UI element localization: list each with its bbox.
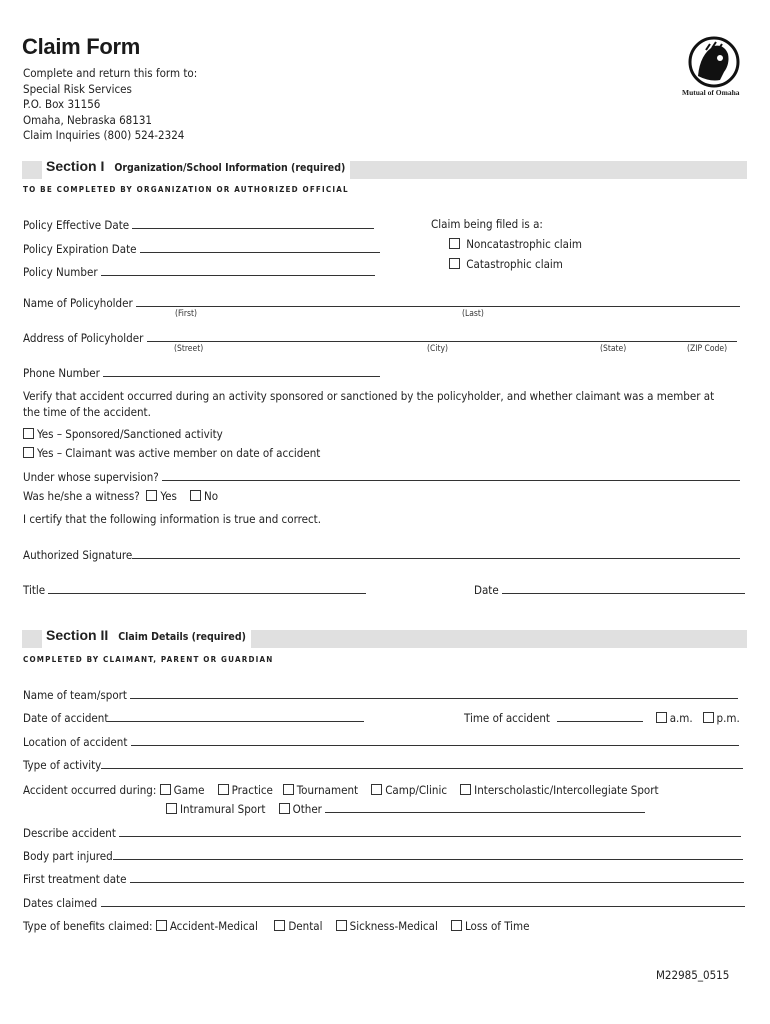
body-part-row (23, 848, 743, 863)
benefits-row (23, 919, 529, 933)
practice-checkbox[interactable] (218, 784, 229, 795)
verify-text (23, 388, 714, 420)
title-input[interactable] (48, 582, 366, 594)
describe-label: Describe accident (23, 826, 116, 840)
witness-yes-label: Yes (160, 489, 177, 503)
body-part-input[interactable] (113, 848, 743, 860)
policy-effective-input[interactable] (132, 217, 374, 229)
catastrophic-option[interactable] (449, 257, 563, 271)
game-checkbox[interactable] (160, 784, 171, 795)
member-checkbox[interactable] (23, 447, 34, 458)
noncatastrophic-checkbox[interactable] (449, 238, 460, 249)
form-title: Claim Form (22, 34, 141, 59)
practice-label: Practice (231, 783, 273, 797)
date-input[interactable] (502, 582, 745, 594)
location-label: Location of accident (23, 735, 128, 749)
loss-of-time-label: Loss of Time (464, 919, 530, 933)
address-line: Claim Inquiries (800) 524-2324 (23, 128, 185, 143)
witness-no-label: No (204, 489, 219, 503)
dates-claimed-row (23, 895, 745, 910)
sponsored-option[interactable] (23, 427, 223, 441)
body-part-label: Body part injured (23, 849, 113, 863)
policy-effective-label: Policy Effective Date (23, 218, 130, 232)
policy-expiration-input[interactable] (140, 241, 380, 253)
policyholder-name-row (23, 295, 740, 310)
describe-row (23, 825, 741, 840)
occurred-label: Accident occurred during: (23, 783, 157, 797)
camp-label: Camp/Clinic (385, 783, 448, 797)
address-line: Special Risk Services (23, 81, 132, 96)
activity-label: Type of activity (23, 758, 102, 772)
signature-label: Authorized Signature (23, 548, 133, 562)
last-name-caption: (Last) (462, 309, 484, 319)
location-row (23, 734, 739, 749)
team-input[interactable] (130, 687, 738, 699)
policy-expiration-row (23, 241, 380, 256)
signature-row (23, 547, 740, 562)
game-label: Game (173, 783, 205, 797)
supervision-input[interactable] (162, 469, 740, 481)
dates-claimed-input[interactable] (101, 895, 745, 907)
time-accident-input[interactable] (557, 710, 643, 722)
policyholder-name-input[interactable] (136, 295, 740, 307)
interscholastic-label: Interscholastic/Intercollegiate Sport (474, 783, 659, 797)
verify-line: Verify that accident occurred during an activity sponsored or sanctioned by the policyholder, and whether claimant was a member at (23, 389, 715, 403)
policy-effective-row (23, 217, 374, 232)
time-accident-label: Time of accident (464, 711, 550, 725)
address-line: Complete and return this form to: (23, 66, 198, 80)
policyholder-address-input[interactable] (147, 330, 737, 342)
date-accident-input[interactable] (108, 710, 364, 722)
occurred-row-2 (166, 801, 645, 816)
am-checkbox[interactable] (656, 712, 667, 723)
city-caption: (City) (427, 344, 448, 354)
date-accident-row (23, 710, 364, 725)
camp-checkbox[interactable] (371, 784, 382, 795)
loss-of-time-checkbox[interactable] (451, 920, 462, 931)
catastrophic-label: Catastrophic claim (466, 257, 563, 271)
street-caption: (Street) (174, 344, 204, 354)
member-option[interactable] (23, 446, 320, 460)
activity-input[interactable] (101, 757, 743, 769)
dates-claimed-label: Dates claimed (23, 896, 98, 910)
policy-number-label: Policy Number (23, 265, 98, 279)
logo-text: Mutual of Omaha (682, 88, 740, 97)
first-name-caption: (First) (175, 309, 197, 319)
sponsored-label: Yes – Sponsored/Sanctioned activity (37, 427, 223, 441)
state-caption: (State) (600, 344, 627, 354)
section-1-name: Organization/School Information (required) (114, 162, 346, 174)
policyholder-address-row (23, 330, 737, 345)
phone-label: Phone Number (23, 366, 100, 380)
noncatastrophic-option[interactable] (449, 237, 582, 251)
section-1-header (22, 158, 747, 179)
pm-label: p.m. (716, 711, 740, 725)
policy-expiration-label: Policy Expiration Date (23, 242, 137, 256)
first-treatment-row (23, 871, 744, 886)
date-label: Date (474, 583, 499, 597)
intramural-label: Intramural Sport (180, 802, 266, 816)
benefits-label: Type of benefits claimed: (23, 919, 153, 933)
witness-yes-checkbox[interactable] (146, 490, 157, 501)
witness-no-checkbox[interactable] (190, 490, 201, 501)
return-address (23, 66, 197, 144)
tournament-checkbox[interactable] (283, 784, 294, 795)
activity-row (23, 757, 743, 772)
section-1-number: Section I (46, 158, 105, 174)
sickness-medical-checkbox[interactable] (336, 920, 347, 931)
other-checkbox[interactable] (279, 803, 290, 814)
policy-number-input[interactable] (101, 264, 375, 276)
am-label: a.m. (669, 711, 693, 725)
noncatastrophic-label: Noncatastrophic claim (466, 237, 582, 251)
catastrophic-checkbox[interactable] (449, 258, 460, 269)
sponsored-checkbox[interactable] (23, 428, 34, 439)
member-label: Yes – Claimant was active member on date of accident (37, 446, 321, 460)
tournament-label: Tournament (296, 783, 359, 797)
section-2-number: Section II (46, 627, 109, 643)
policyholder-address-label: Address of Policyholder (23, 331, 144, 345)
witness-label: Was he/she a witness? (23, 489, 140, 503)
phone-input[interactable] (103, 365, 380, 377)
date-accident-label: Date of accident (23, 711, 109, 725)
section-2-subtitle: COMPLETED BY CLAIMANT, PARENT OR GUARDIAN (23, 655, 274, 664)
address-line: P.O. Box 31156 (23, 97, 101, 112)
section-2-name: Claim Details (required) (118, 631, 246, 643)
mutual-of-omaha-logo (684, 36, 746, 102)
interscholastic-checkbox[interactable] (460, 784, 471, 795)
policyholder-name-label: Name of Policyholder (23, 296, 133, 310)
dental-label: Dental (288, 919, 323, 933)
policy-number-row (23, 264, 375, 279)
signature-input[interactable] (132, 547, 740, 559)
first-treatment-label: First treatment date (23, 872, 127, 886)
other-input[interactable] (325, 801, 645, 813)
witness-row (23, 489, 218, 503)
supervision-row (23, 469, 740, 484)
title-label: Title (23, 583, 46, 597)
certify-text: I certify that the following information is true and correct. (23, 512, 322, 526)
claim-filed-label: Claim being filed is a: (431, 217, 543, 231)
occurred-row (23, 783, 659, 797)
describe-input[interactable] (119, 825, 741, 837)
date-row (474, 582, 745, 597)
supervision-label: Under whose supervision? (23, 470, 159, 484)
first-treatment-input[interactable] (130, 871, 744, 883)
team-label: Name of team/sport (23, 688, 127, 702)
phone-row (23, 365, 380, 380)
accident-medical-checkbox[interactable] (156, 920, 167, 931)
other-label: Other (292, 802, 322, 816)
accident-medical-label: Accident-Medical (169, 919, 258, 933)
section-2-header (22, 627, 747, 648)
dental-checkbox[interactable] (274, 920, 285, 931)
team-row (23, 687, 738, 702)
zip-caption: (ZIP Code) (687, 344, 728, 354)
location-input[interactable] (131, 734, 739, 746)
pm-checkbox[interactable] (703, 712, 714, 723)
form-code: M22985_0515 (656, 968, 730, 982)
address-line: Omaha, Nebraska 68131 (23, 112, 153, 127)
section-1-subtitle: TO BE COMPLETED BY ORGANIZATION OR AUTHORIZED OFFICIAL (23, 185, 349, 194)
title-row (23, 582, 366, 597)
time-accident-row (464, 710, 740, 725)
sickness-medical-label: Sickness-Medical (349, 919, 438, 933)
verify-line: the time of the accident. (23, 405, 151, 419)
intramural-checkbox[interactable] (166, 803, 177, 814)
